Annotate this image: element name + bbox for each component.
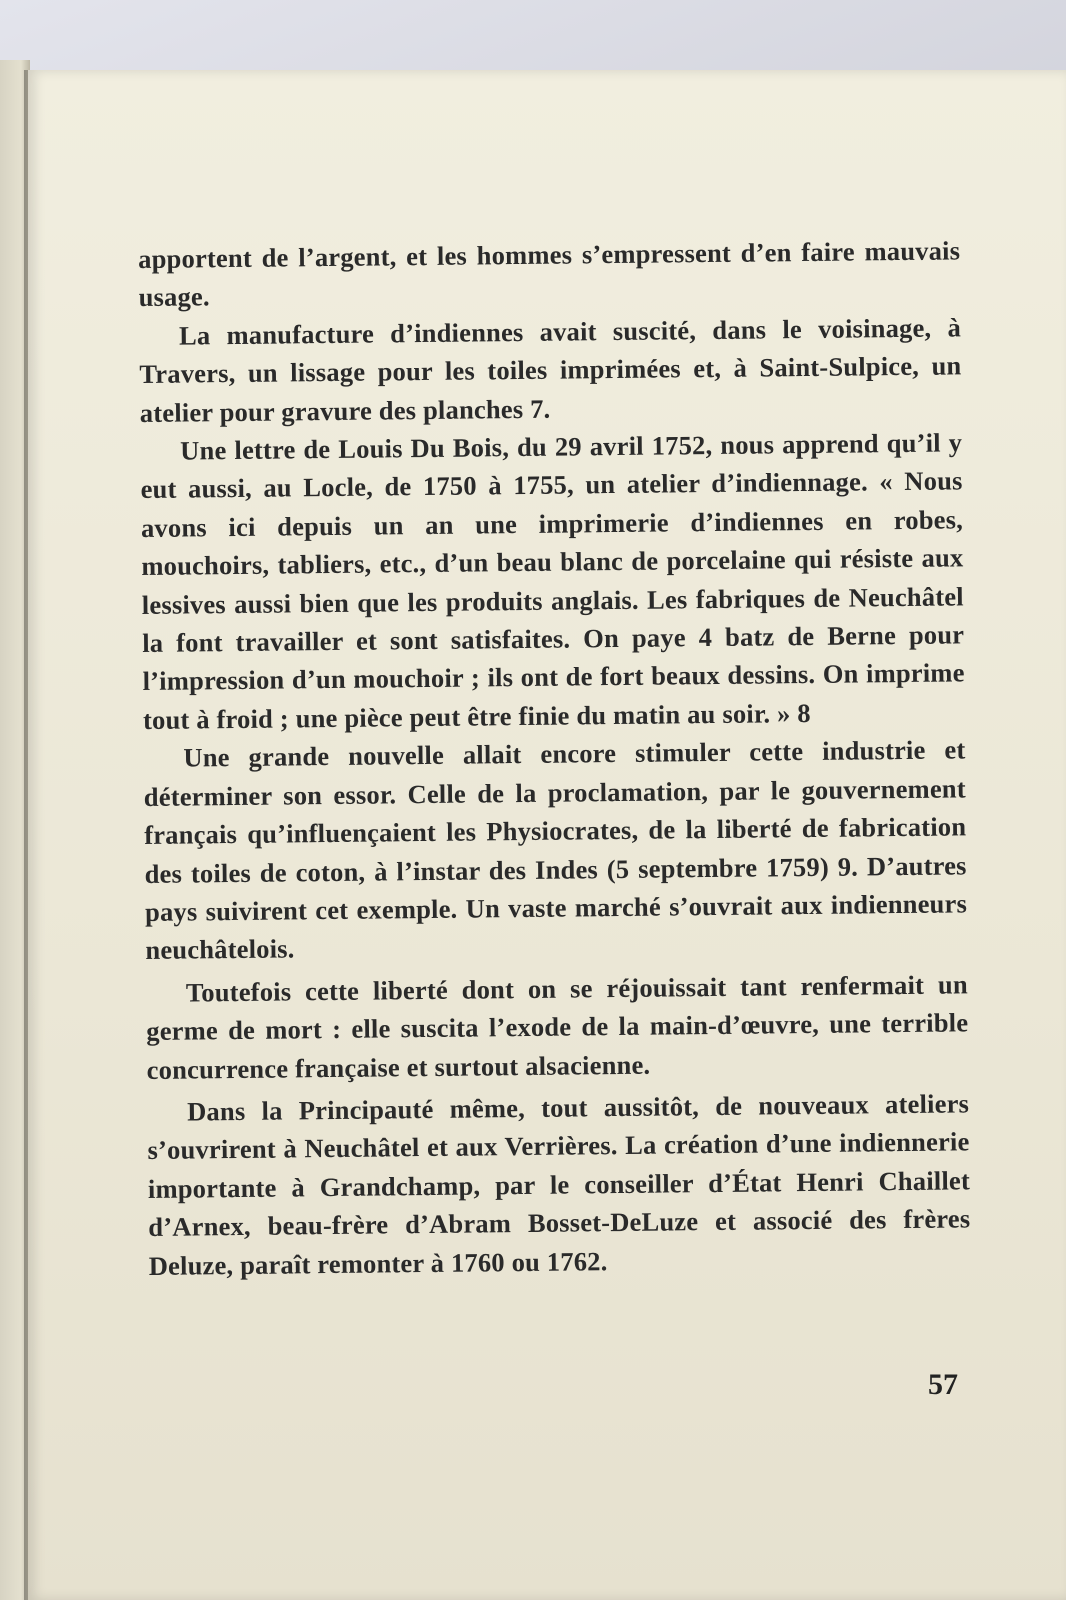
paragraph-principaute: Dans la Principauté même, tout aussitôt, de nouveaux ateliers s’ouvrirent à Neuchâtel et aux Verrières. La création d’une indiennerie importante à Grandchamp, par le conseiller d’État Henri Chaillet d’Arnex, beau-frère d’Abram Bosset-DeLuze et associé des frères Deluze, paraît remonter à 1760 ou 1762. xyxy=(147,1088,971,1281)
paragraph-liberte: Toutefois cette liberté dont on se réjouissait tant renfermait un germe de mort : elle suscita l’exode de la main-d’œuvre, une terrible concurrence française et surtout alsacienne. xyxy=(146,969,969,1085)
body-text xyxy=(138,231,971,1285)
paragraph-nouvelle: Une grande nouvelle allait encore stimuler cette industrie et déterminer son essor. Celle de la proclamation, par le gouvernement français qu’influençaient les Physiocrates, de la liberté de fabrication des toiles de coton, à l’instar des Indes (5 septembre 1759) 9. D’autres pays suivirent cet exemple. Un vaste marché s’ouvrait aux indienneurs neuchâtelois. xyxy=(143,734,968,966)
paragraph-manufacture: La manufacture d’indiennes avait suscité, dans le voisinage, à Travers, un lissage pour les toiles imprimées et, à Saint-Sulpice, un atelier pour gravure des planches 7. xyxy=(139,312,962,428)
page-number: 57 xyxy=(928,1368,958,1401)
paragraph-continuation: apportent de l’argent, et les hommes s’empressent d’en faire mauvais usage. xyxy=(138,235,961,313)
book-page xyxy=(28,70,1066,1600)
paragraph-lettre: Une lettre de Louis Du Bois, du 29 avril 1752, nous apprend qu’il y eut aussi, au Locle, de 1750 à 1755, un atelier d’indiennage. « Nous avons ici depuis un an une imprimerie d’indiennes en robes, mouchoirs, tabliers, etc., d’un beau blanc de porcelaine qui résiste aux lessives aussi bien que les produits anglais. Les fabriques de Neuchâtel la font travailler et sont satisfaites. On paye 4 batz de Berne pour l’impression d’un mouchoir ; ils ont de fort beaux dessins. On imprime tout à froid ; une pièce peut être finie du matin au soir. » 8 xyxy=(140,427,965,735)
